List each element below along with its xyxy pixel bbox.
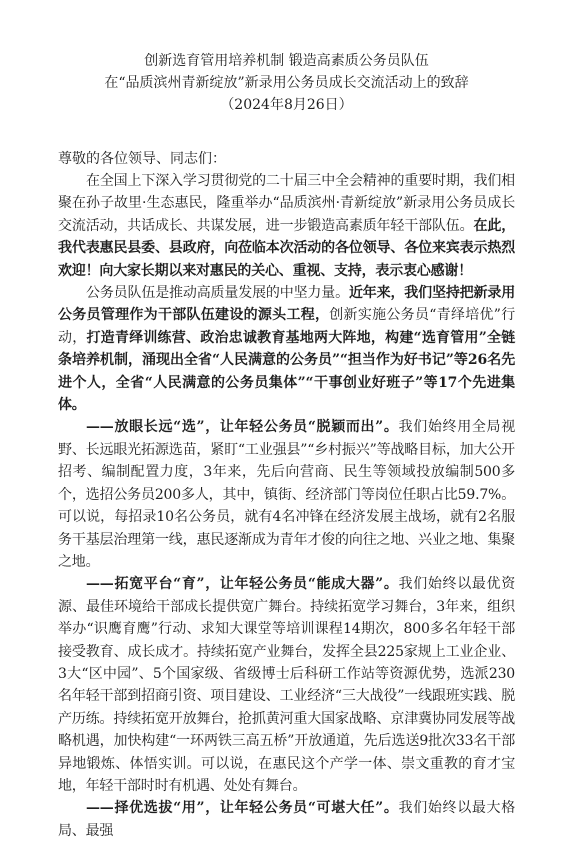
body-paragraph	[58, 797, 515, 842]
text-run: 创新实施公务员“青绎培优”行动，	[58, 307, 516, 346]
body-paragraph	[58, 416, 515, 573]
body-paragraph	[58, 282, 515, 416]
bold-text-run: ——放眼长远“选”，让年轻公务员“脱颖而出”。	[86, 419, 399, 436]
body-paragraph	[58, 573, 515, 797]
title-block	[58, 50, 515, 116]
text-run: 在全国上下深入学习贯彻党的二十届三中全会精神的重要时期，我们相聚在孙子故里·生态惠民，隆重举办“品质滨州·青新绽放”新录用公务员成长交流活动，共话成长、共谋发展，进一步锻造高素质年轻干部队伍。	[58, 173, 515, 234]
text-run: 我们始终以最优资源、最佳环境给干部成长提供宽广舞台。	[58, 576, 515, 615]
bold-text-run: 在此，我代表惠民县委、县政府，向莅临本次活动的各位领导、各位来宾表示热烈欢迎！向大家长期以来对惠民的关心、重视、支持，表示衷心感谢！	[58, 217, 515, 279]
speech-body	[58, 170, 515, 842]
text-run: 我们始终以最大格局、最强	[58, 800, 515, 839]
bold-text-run: ——择优选拔“用”，让年轻公务员“可堪大任”。	[86, 800, 399, 817]
text-run: 可以说，每招录10名公务员，就有4名冲锋在经济发展主战场，就有2名服务干基层治理第一线，惠民逐渐成为青年才俊的向往之地、兴业之地、集聚之地。	[58, 509, 515, 570]
text-run: 持续拓宽学习舞台，3年来，组织举办“识鹰育鹰”行动、求知大课堂等培训课程14期次，800多名年轻干部接受教育、成长成才。持续拓宽产业舞台，发挥全县225家规上工业企业、3大“区中园”、5个国家级、省级博士后科研工作站等资源优势，选派230名年轻干部到招商引资、项目建设、工业经济“三大战役”一线跟班实践、脱产历练。持续拓宽开放舞台，抢抓黄河重大国家战略、京津冀协同发展等战略机遇，加快构建“一环两铁三高五桥”开放通道，先后选送9批次33名干部异地锻炼、体悟实训。可以说，在惠民这个产学一体、崇文重教的育才宝地，年轻干部时时有机遇、处处有舞台。	[58, 598, 515, 794]
bold-text-run: 打造青绎训练营、政治忠诚教育基地两大阵地，构建“选育管用”全链条培养机制，涌现出全省“人民满意的公务员”“担当作为好书记”等26名先进个人，全省“人民满意的公务员集体”“干事创业好班子”等17个先进集体。	[58, 329, 515, 414]
body-paragraph	[58, 170, 515, 282]
bold-text-run: 近年来，我们坚持把新录用公务员管理作为干部队伍建设的源头工程，	[58, 285, 515, 324]
text-run: 公务员队伍是推动高质量发展的中坚力量。	[86, 285, 349, 302]
salutation: 尊敬的各位领导、同志们：	[58, 151, 226, 167]
text-run: 我们始终用全局视野、长远眼光拓源选苗，紧盯“工业强县”“乡村振兴”等战略目标，加大公开招考、编制配置力度，3年来，先后向营商、民生等领域投放编制500多个，选招公务员200多人，其中，镇街、经济部门等岗位任职占比59.7%。	[58, 419, 515, 503]
bold-text-run: ——拓宽平台“育”，让年轻公务员“能成大器”。	[86, 576, 399, 593]
speech-title: 创新选育管用培养机制 锻造高素质公务员队伍	[144, 53, 429, 69]
speech-date: （2024年8月26日）	[220, 97, 353, 113]
speech-subtitle: 在“品质滨州青新绽放”新录用公务员成长交流活动上的致辞	[104, 75, 469, 91]
